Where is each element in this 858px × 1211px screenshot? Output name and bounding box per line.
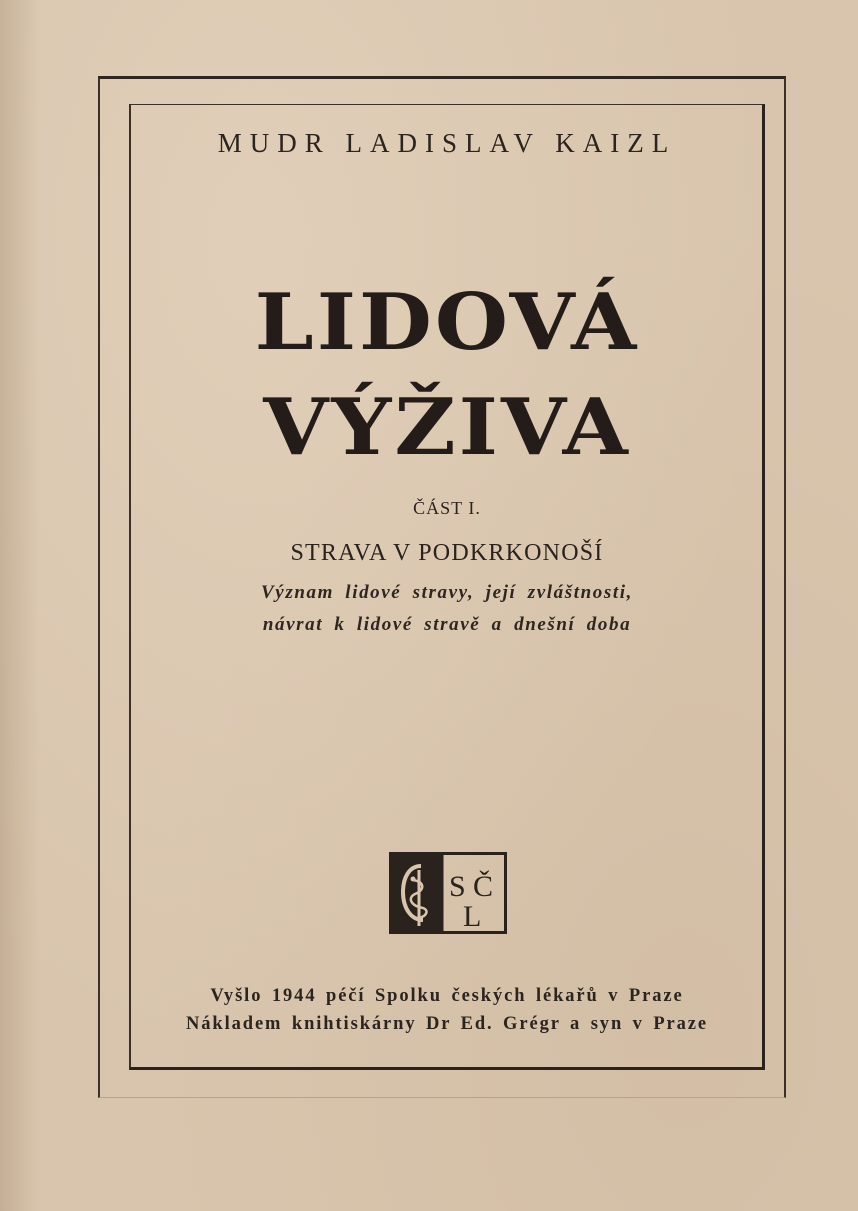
title-line-2: VÝŽIVA: [263, 380, 631, 473]
logo-letters: [449, 870, 493, 933]
subtitle: STRAVA V PODKRKONOŠÍ: [290, 540, 604, 566]
title-line-1: LIDOVÁ: [254, 275, 640, 368]
author-name: MUDR LADISLAV KAIZL: [217, 128, 677, 158]
svg-text:L: L: [463, 900, 482, 933]
svg-text:Č: Č: [473, 870, 494, 903]
publisher-logo: [389, 852, 507, 934]
description-line-2: návrat k lidové stravě a dnešní doba: [262, 614, 632, 635]
publisher-line-1: Vyšlo 1944 péčí Spolku českých lékařů v Praze: [210, 986, 684, 1006]
spine-shadow: [0, 0, 40, 1211]
part-label: ČÁST I.: [413, 498, 481, 518]
description-line-1: Význam lidové stravy, její zvláštnosti,: [261, 582, 633, 603]
publisher-line-2: Nákladem knihtiskárny Dr Ed. Grégr a syn v Praze: [185, 1014, 709, 1034]
svg-text:S: S: [449, 870, 466, 903]
